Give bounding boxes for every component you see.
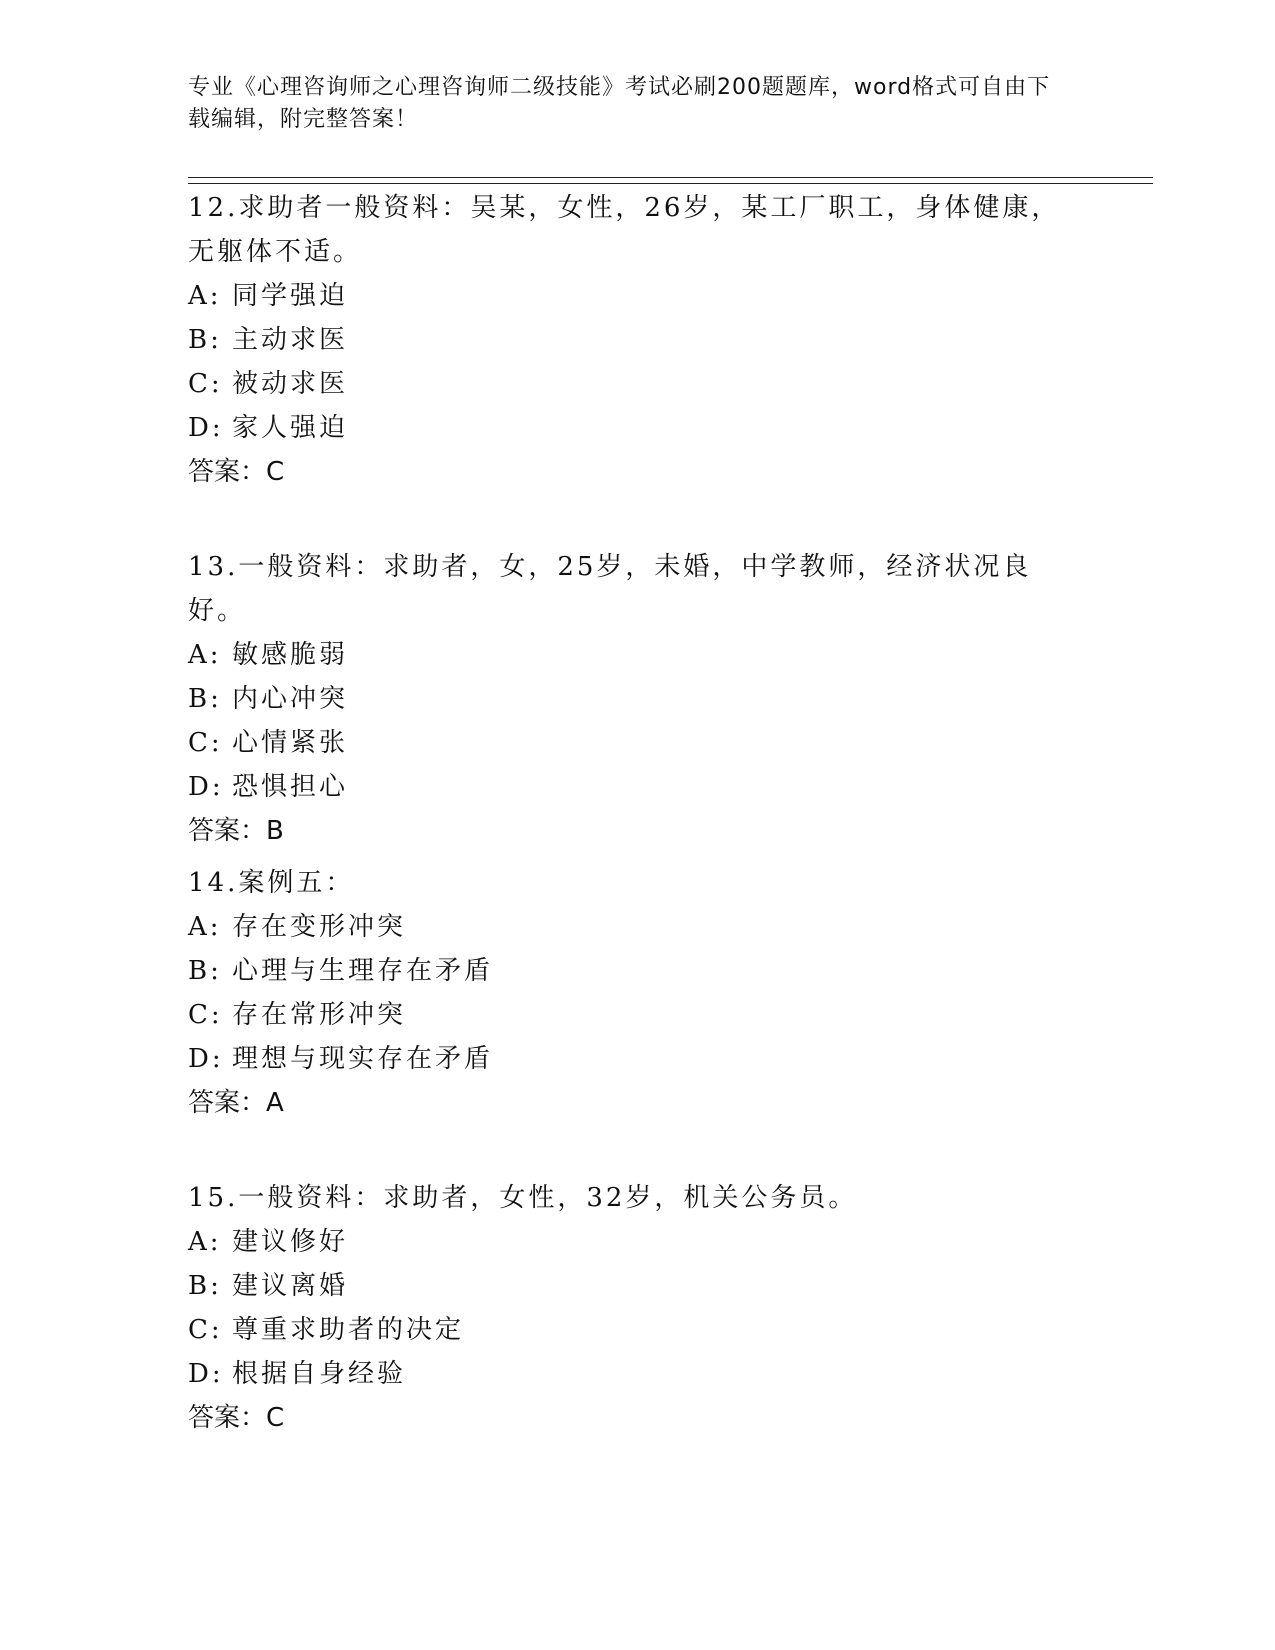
question-14 [188,861,1088,1125]
option-letter: B: [188,956,222,986]
option-a [188,1220,1088,1264]
option-text: 同学强迫 [232,281,349,311]
option-text: 心情紧张 [232,728,349,758]
option-letter: A: [188,1227,222,1257]
option-b [188,1264,1088,1308]
option-letter: D: [188,413,224,443]
option-c [188,1308,1088,1352]
option-letter: D: [188,1044,224,1074]
option-text: 主动求医 [232,325,349,355]
option-a [188,905,1088,949]
header-divider-top [188,177,1153,178]
option-text: 敏感脆弱 [232,640,349,670]
option-text: 建议离婚 [232,1271,349,1301]
option-text: 理想与现实存在矛盾 [232,1044,494,1074]
option-letter: A: [188,640,222,670]
option-text: 存在变形冲突 [232,912,407,942]
option-c [188,993,1088,1037]
option-letter: B: [188,325,222,355]
option-a [188,274,1088,318]
document-intro: 专业《心理咨询师之心理咨询师二级技能》考试必刷200题题库，word格式可自由下载编辑，附完整答案！ [188,75,1051,132]
option-d [188,765,1088,809]
option-d [188,1352,1088,1396]
option-letter: B: [188,684,222,714]
option-text: 根据自身经验 [232,1359,407,1389]
option-b [188,318,1088,362]
option-text: 恐惧担心 [232,772,349,802]
option-letter: B: [188,1271,222,1301]
option-letter: C: [188,1315,223,1345]
option-letter: A: [188,281,222,311]
question-stem: 13.一般资料：求助者，女，25岁，未婚，中学教师，经济状况良好。 [188,552,1032,626]
option-text: 尊重求助者的决定 [232,1315,465,1345]
answer-line: 答案：C [188,457,285,487]
question-15 [188,1176,1088,1440]
option-text: 家人强迫 [232,413,349,443]
option-b [188,677,1088,721]
option-c [188,721,1088,765]
option-letter: D: [188,1359,224,1389]
question-stem: 14.案例五： [188,868,355,898]
question-stem: 15.一般资料：求助者，女性，32岁，机关公务员。 [188,1183,858,1213]
option-text: 存在常形冲突 [232,1000,407,1030]
question-12 [188,186,1088,494]
option-b [188,949,1088,993]
option-letter: D: [188,772,224,802]
option-text: 内心冲突 [232,684,349,714]
option-text: 建议修好 [232,1227,349,1257]
option-letter: C: [188,369,223,399]
option-letter: C: [188,728,223,758]
question-13 [188,545,1088,853]
option-letter: C: [188,1000,223,1030]
option-d [188,406,1088,450]
option-text: 被动求医 [232,369,349,399]
option-d [188,1037,1088,1081]
header-divider-bottom [188,183,1153,184]
question-stem: 12.求助者一般资料：吴某，女性，26岁，某工厂职工，身体健康，无躯体不适。 [188,193,1061,267]
answer-line: 答案：C [188,1403,285,1433]
answer-line: 答案：B [188,816,284,846]
option-text: 心理与生理存在矛盾 [232,956,494,986]
answer-line: 答案：A [188,1088,284,1118]
option-letter: A: [188,912,222,942]
option-a [188,633,1088,677]
option-c [188,362,1088,406]
